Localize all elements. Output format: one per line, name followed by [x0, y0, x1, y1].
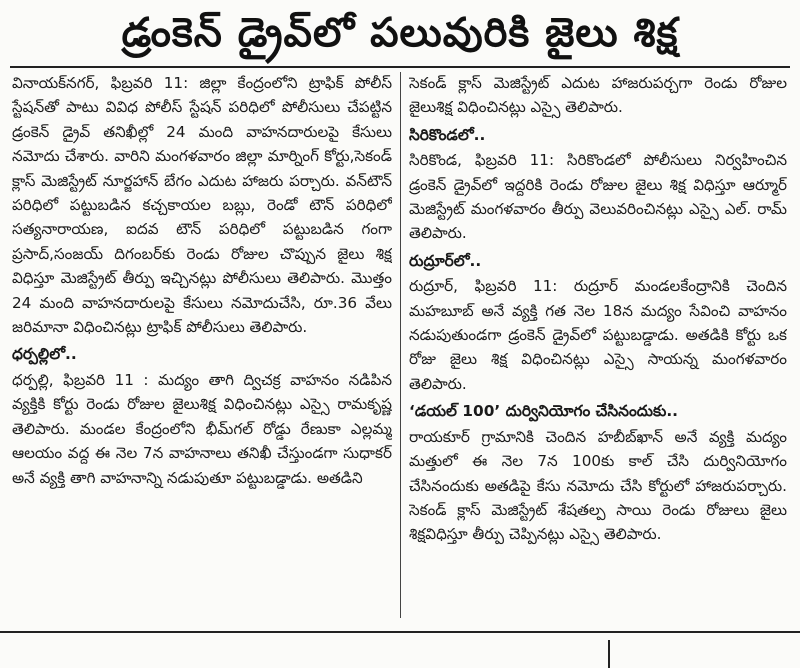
article-intro: వినాయక్‌నగర్, ఫిబ్రవరి 11: జిల్లా కేంద్రంలోని ట్రాఫిక్ పోలీస్ స్టేషన్‌తో పాటు వివిధ పోలీస్ స్టేషన్ పరిధిలో పోలీసులు చేపట్టిన డ్రంకెన్ డ్రైవ్ తనిఖీల్లో 24 మంది వాహనదారులపై కేసులు నమోదు చేశారు. వారిని మంగళవారం జిల్లా మార్నింగ్ కోర్టు,సెకండ్ క్లాస్ మెజిస్ట్రేట్ నూర్జహాన్ బేగం ఎదుట హాజరు పర్చారు. వన్‌టౌన్ పరిధిలో పట్టుబడిన కచ్చకాయల బబ్లు, రెండో టౌన్ పరిధిలో సత్యనారాయణ, ఐదవ టౌన్ పరిధిలో పట్టుబడిన గంగా ప్రసాద్,సంజయ్ దిగంబర్‌కు రెండు రోజుల చొప్పున జైలు శిక్ష విధిస్తూ మెజిస్ట్రేట్ తీర్పు ఇచ్చినట్లు పోలీసులు తెలిపారు. మొత్తం 24 మంది వాహనదారులపై కేసులు నమోదుచేసి, రూ.36 వేలు జరిమానా విధించినట్లు ట్రాఫిక్ పోలీసులు తెలిపారు.	[12, 74, 392, 337]
next-article-headline-strip	[0, 640, 800, 668]
dial-100-body: రాయకూర్ గ్రామానికి చెందిన హబీబ్‌ఖాన్ అనే వ్యక్తి మద్యం మత్తులో ఈ నెల 7న 100కు కాల్ చేసి దుర్వినియోగం చేసినందుకు అతడిపై కేసు నమోదు చేసి కోర్టులో హాజరుపర్చారు. సెకండ్ క్లాస్ మెజిస్ట్రేట్ శేషతల్ప సాయి రెండు రోజులు జైలు శిక్షవిధిస్తూ తీర్పు చెప్పినట్లు ఎస్సై తెలిపారు.	[409, 427, 787, 544]
next-article-divider	[608, 640, 610, 668]
sirikonda-body: సిరికొండ, ఫిబ్రవరి 11: సిరికొండలో పోలీసులు నిర్వహించిన డ్రంకెన్ డ్రైవ్‌లో ఇద్దరికి రెండు రోజుల జైలు శిక్ష విధిస్తూ ఆర్మూర్ మెజిస్ట్రేట్ మంగళవారం తీర్పు వెలువరించినట్లు ఎస్సై ఎల్. రామ్ తెలిపారు.	[409, 151, 787, 243]
subheading-sirikonda: సిరికొండలో..	[409, 125, 486, 144]
right-column	[409, 71, 787, 619]
subheading-rudrur: రుద్రూర్‌లో..	[409, 251, 482, 270]
subheading-dial-100: ‘డయల్ 100’ దుర్వినియోగం చేసినందుకు..	[409, 402, 679, 421]
bottom-divider	[0, 631, 800, 633]
column-divider	[400, 72, 401, 618]
left-column	[12, 71, 392, 619]
subheading-dharpalli: ధర్పల్లిలో..	[12, 345, 77, 364]
rudrur-body: రుద్రూర్, ఫిబ్రవరి 11: రుద్రూర్ మండలకేంద్రానికి చెందిన మహబూబ్ అనే వ్యక్తి గత నెల 18న మద్యం సేవించి వాహనం నడుపుతుండగా డ్రంకెన్ డ్రైవ్‌లో పట్టుబడ్డాడు. అతడికి కోర్టు ఒక రోజు జైలు శిక్ష విధించినట్లు ఎస్సై సాయన్న మంగళవారం తెలిపారు.	[409, 277, 787, 393]
article-headline: డ్రంకెన్ డ్రైవ్‌లో పలువురికి జైలు శిక్ష	[121, 10, 679, 56]
headline-divider	[10, 66, 790, 68]
continuation-text: సెకండ్ క్లాస్ మెజిస్ట్రేట్ ఎదుట హాజరుపర్చగా రెండు రోజుల జైలుశిక్ష విధించినట్లు ఎస్సై తెలిపారు.	[409, 74, 787, 117]
dharpalli-body: ధర్పల్లి, ఫిబ్రవరి 11 : మద్యం తాగి ద్విచక్ర వాహనం నడిపిన వ్యక్తికి కోర్టు రెండు రోజుల జైలుశిక్ష విధించినట్లు ఎస్సై రామకృష్ణ తెలిపారు. మండల కేంద్రంలోని భీమ్‌గల్ రోడ్డు రేణుకా ఎల్లమ్మ ఆలయం వద్ద ఈ నెల 7న వాహనాలు తనిఖీ చేస్తుండగా సుధాకర్ అనే వ్యక్తి తాగి వాహనాన్ని నడుపుతూ పట్టుబడ్డాడు. అతడిని	[12, 370, 392, 487]
